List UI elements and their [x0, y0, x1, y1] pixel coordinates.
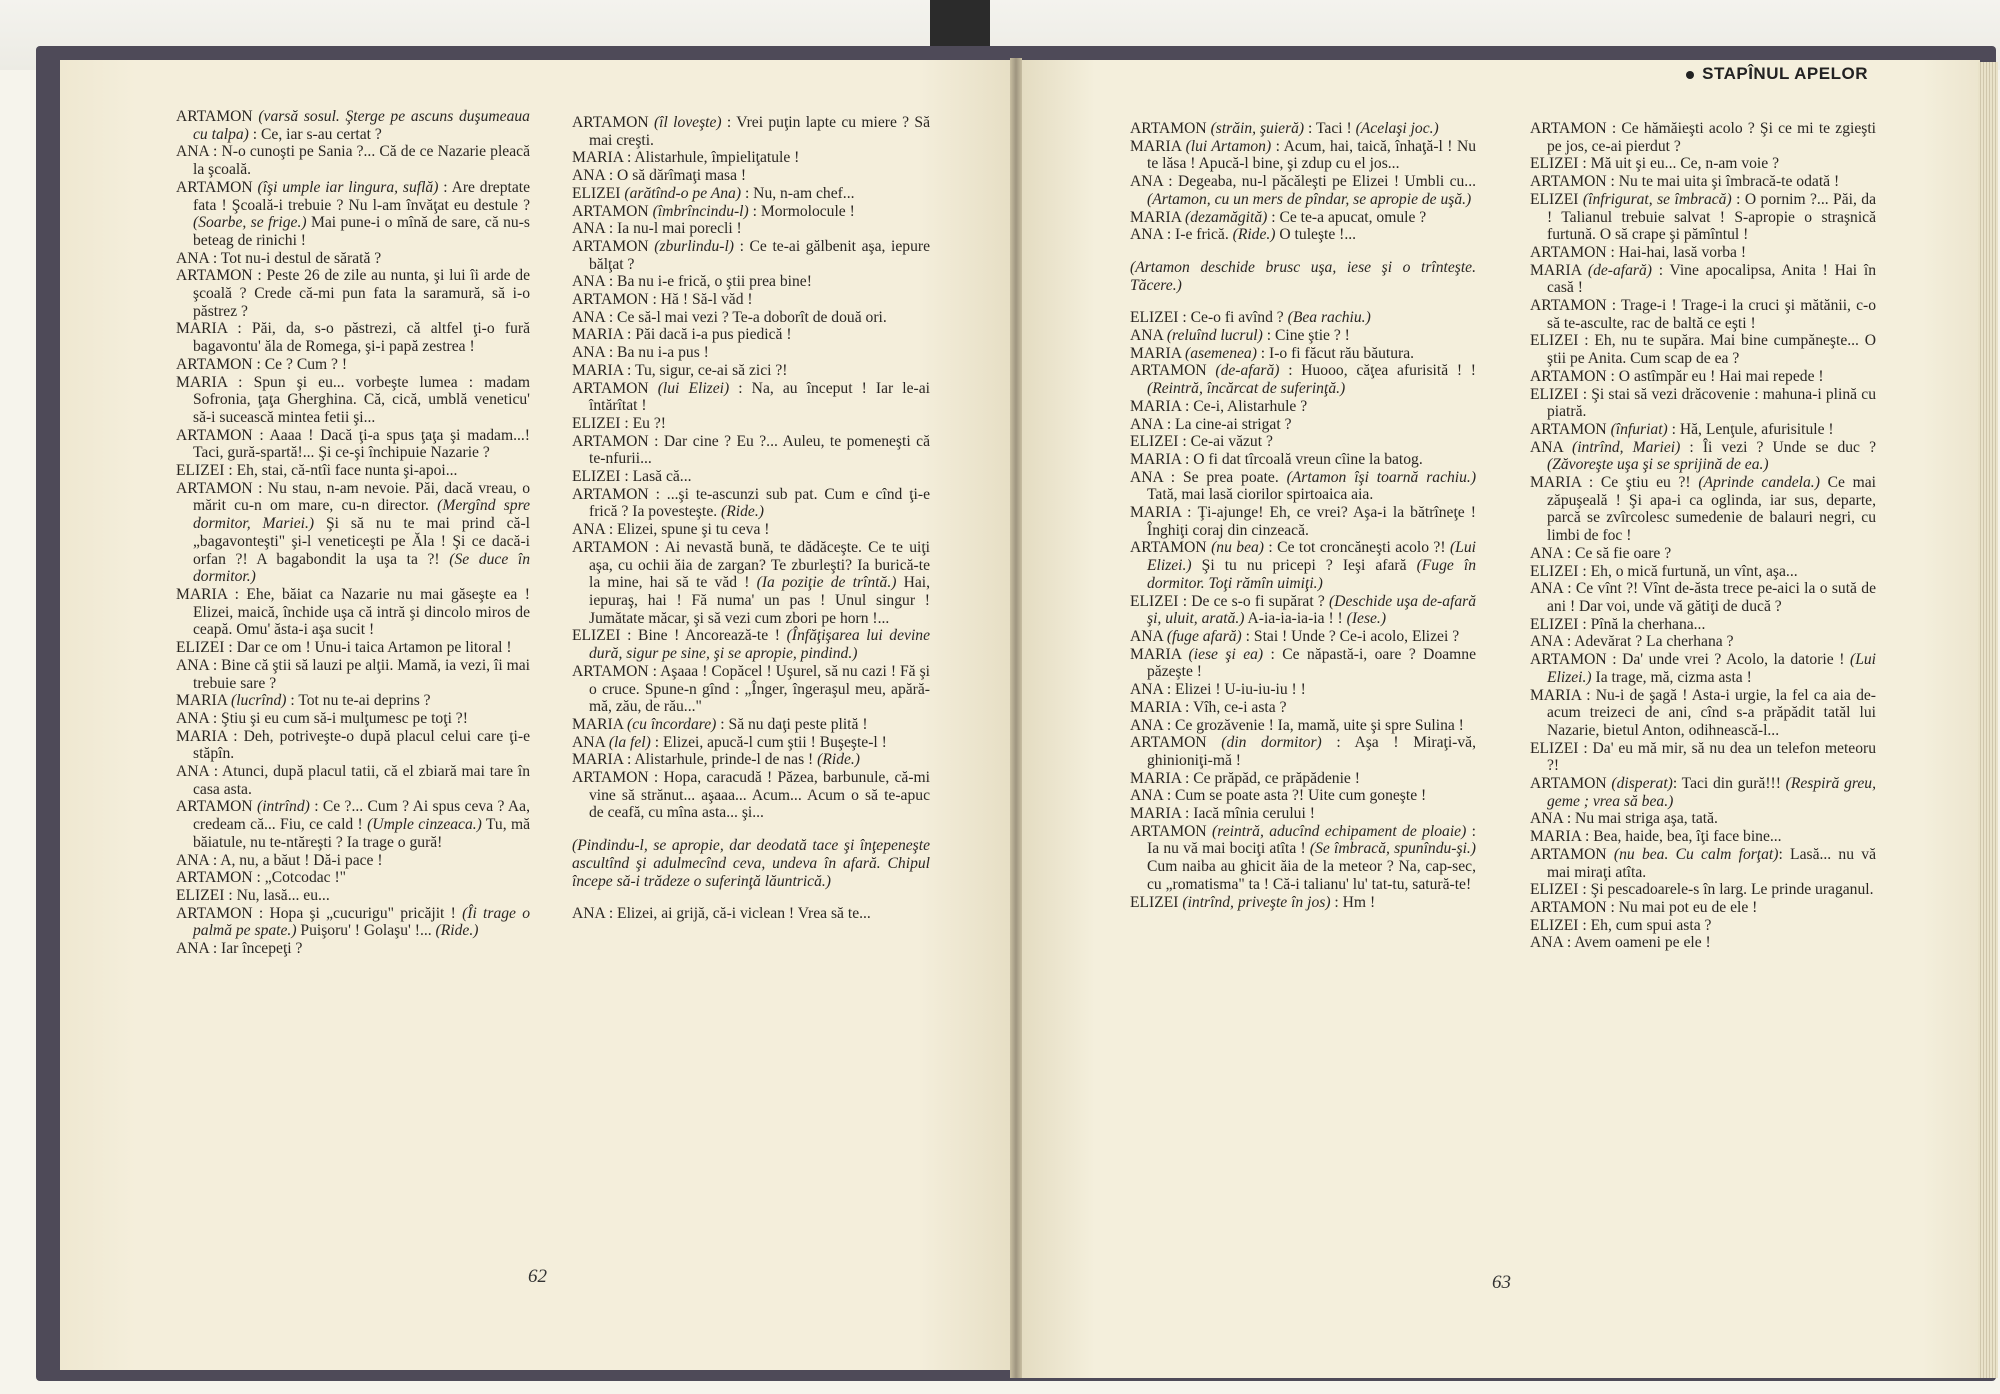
- dialogue-line: ANA : Elizei, ai grijă, că-i viclean ! Vrea să te...: [572, 905, 871, 923]
- column-2: [572, 114, 930, 923]
- dialogue-line: ANA (la fel) : Elizei, apucă-l cum ştii ! Buşeşte-l !: [572, 733, 887, 751]
- dialogue-line: ANA : Cum se poate asta ?! Uite cum goneşte !: [1130, 787, 1427, 805]
- dialogue-line: ANA : A, nu, a băut ! Dă-i pace !: [176, 851, 383, 869]
- bullet-icon: [1686, 71, 1694, 79]
- dialogue-line: MARIA : O fi dat tîrcoală vreun cîine la batog.: [1130, 450, 1423, 468]
- dialogue-line: MARIA : Ţi-ajunge! Eh, ce vrei? Aşa-i la bătrîneţe ! Înghiţi coraj din cinzeacă.: [1130, 504, 1476, 539]
- dialogue-line: ANA : Adevărat ? La cherhana ?: [1530, 633, 1734, 651]
- page-number-right: 63: [1492, 1272, 1511, 1293]
- dialogue-line: MARIA : Ce prăpăd, ce prăpădenie !: [1130, 769, 1360, 787]
- dialogue-line: ARTAMON : Ai nevastă bună, te dădăceşte. Ce te uiţi aşa, cu ochii ăia de zargan? Te zburleşti? Ia burică-te la mine, hai să te văd ! (Ia poziţie de trîntă.) Hai, iepuraş, hai ! Fă numa' un pas ! Unul singur ! Jumătate măcar, şi să vezi cum zbori pe horn !...: [572, 538, 931, 627]
- dialogue-line: ARTAMON : Ce hămăieşti acolo ? Şi ce mi te zgieşti pe jos, ce-ai pierdut ?: [1530, 120, 1876, 155]
- dialogue-line: MARIA : Tu, sigur, ce-ai să zici ?!: [572, 361, 788, 379]
- dialogue-line: MARIA : Bea, haide, bea, îţi face bine...: [1530, 828, 1782, 846]
- dialogue-line: ANA : Avem oameni pe ele !: [1530, 934, 1711, 952]
- dialogue-line: ARTAMON : Aaaa ! Dacă ţi-a spus ţaţa şi madam...! Taci, gură-spartă!... Şi ce-şi închipuie Nazarie ?: [176, 426, 530, 462]
- dialogue-line: MARIA (iese şi ea) : Ce năpastă-i, oare ? Doamne păzeşte !: [1130, 645, 1477, 681]
- dialogue-line: ARTAMON (zburlindu-l) : Ce te-ai gălbenit aşa, iepure bălţat ?: [572, 237, 930, 273]
- page-number-left: 62: [528, 1266, 547, 1287]
- page-edges: [1978, 62, 1998, 1378]
- dialogue-line: ARTAMON : Nu te mai uita şi îmbracă-te odată !: [1530, 173, 1840, 191]
- dialogue-line: ELIZEI : Şi stai să vezi drăcovenie : mahuna-i plină cu piatră.: [1530, 385, 1876, 421]
- dialogue-line: ARTAMON (îmbrîncindu-l) : Mormolocule !: [572, 202, 855, 220]
- dialogue-line: MARIA : Ce ştiu eu ?! (Aprinde candela.) Ce mai zăpuşeală ! Şi apa-i ca oglinda, iar sus, departe, parcă se zvîrcolesc sumedenie de balauri negri, cu limbi de foc !: [1530, 474, 1876, 545]
- dialogue-line: ANA : Bine că ştii să lauzi pe alţii. Mamă, ia vezi, îi mai trebuie sare ?: [176, 656, 530, 692]
- dialogue-line: ANA : Ce să-l mai vezi ? Te-a doborît de două ori.: [572, 308, 887, 326]
- dialogue-line: ANA : La cine-ai strigat ?: [1130, 415, 1292, 433]
- dialogue-line: ANA (fuge afară) : Stai ! Unde ? Ce-i acolo, Elizei ?: [1130, 627, 1460, 645]
- dialogue-line: ARTAMON : Aşaaa ! Copăcel ! Uşurel, să nu cazi ! Fă şi o cruce. Spune-n gînd : „Înger, îngeraşul meu, apără-mă, zău, de rău...": [572, 662, 930, 716]
- dialogue-line: ARTAMON (îl loveşte) : Vrei puţin lapte cu miere ? Să mai creşti.: [572, 114, 930, 149]
- book-gutter: [1010, 58, 1022, 1378]
- dialogue-line: ARTAMON : „Cotcodac !": [176, 869, 347, 887]
- dialogue-line: MARIA (de-afară) : Vine apocalipsa, Anita ! Hai în casă !: [1530, 261, 1876, 297]
- dialogue-line: (Pindindu-l, se apropie, dar deodată tace şi înţepeneşte ascultînd şi adulmecînd ceva, undeva în afară. Chipul începe să-i trădeze o suferinţă lăuntrică.): [572, 837, 930, 890]
- dialogue-line: ARTAMON : Hopa şi „cucurigu" pricăjit ! (Îi trage o palmă pe spate.) Puişoru' ! Golaşu' !... (Ride.): [176, 904, 530, 940]
- dialogue-line: MARIA (asemenea) : I-o fi făcut rău băutura.: [1130, 344, 1415, 362]
- dialogue-line: ELIZEI : Bine ! Ancorează-te ! (Înfăţişarea lui devine dură, sigur pe sine, şi se apropie, pindind.): [572, 627, 931, 663]
- dialogue-line: MARIA : Alistarhule, împieliţatule !: [572, 149, 800, 167]
- dialogue-line: MARIA (lucrînd) : Tot nu te-ai deprins ?: [176, 692, 431, 710]
- dialogue-line: ANA : N-o cunoşti pe Sania ?... Că de ce Nazarie pleacă la şcoală.: [176, 143, 530, 179]
- dialogue-line: ANA : O să dărîmaţi masa !: [572, 167, 747, 185]
- dialogue-line: ARTAMON : Nu stau, n-am nevoie. Păi, dacă vreau, o mărit cu-n om mare, cu-n director. (Mergînd spre dormitor, Mariei.) Şi să nu te mai prind că-l „bagavonteşti" şi-l veneticeşti pe Ăla ! Şi ce dacă-i orfan ?! A bagabondit la uşa ta ?! (Se duce în dormitor.): [176, 479, 530, 586]
- dialogue-line: ELIZEI : Eh, stai, că-ntîi face nunta şi-apoi...: [176, 462, 458, 480]
- dialogue-line: ELIZEI : Nu, lasă... eu...: [176, 886, 330, 904]
- dialogue-line: MARIA : Vîh, ce-i asta ?: [1130, 698, 1287, 716]
- dialogue-line: ARTAMON (reintră, aducînd echipament de ploaie) : Ia nu vă mai bociţi atîta ! (Se îmbracă, spunîndu-şi.) Cum naiba au ghicit ăia de la meteor ? Na, cap-sec, cu „romatisma" ta ! Că-i talianu' lu' tat-tu, satură-te!: [1130, 822, 1476, 893]
- dialogue-line: ARTAMON : Nu mai pot eu de ele !: [1530, 898, 1758, 916]
- dialogue-line: ARTAMON : Ce ? Cum ? !: [176, 355, 348, 373]
- column-1: [176, 108, 530, 958]
- dialogue-line: ANA : Ce grozăvenie ! Ia, mamă, uite şi spre Sulina !: [1130, 716, 1464, 734]
- running-header: [1686, 64, 1868, 84]
- dialogue-line: ANA : Ştiu şi eu cum să-i mulţumesc pe toţi ?!: [176, 709, 468, 727]
- dialogue-line: ARTAMON : Hopa, caracudă ! Păzea, barbunule, că-mi vine să strănut... aşaaa... Acum... Acum o să te-apuc de ceafă, cu mîna asta... şi...: [572, 769, 930, 822]
- dialogue-line: ANA : Nu mai striga aşa, tată.: [1530, 810, 1718, 828]
- dialogue-line: (Artamon deschide brusc uşa, iese şi o trînteşte. Tăcere.): [1130, 258, 1476, 294]
- dialogue-line: MARIA : Ehe, băiat ca Nazarie nu mai găseşte ea ! Elizei, maică, închide uşa că intră şi dincolo miros de ceapă. Omu' ăsta-i aşa sucit !: [176, 585, 530, 639]
- dialogue-line: ARTAMON : Hai-hai, lasă vorba !: [1530, 243, 1747, 261]
- dialogue-line: ELIZEI : Dar ce om ! Unu-i taica Artamon pe litoral !: [176, 639, 512, 657]
- dialogue-line: ELIZEI : Eh, nu te supăra. Mai bine cumpăneşte... O ştii pe Anita. Cum scap de ea ?: [1530, 332, 1876, 368]
- dialogue-line: ELIZEI : Şi pescadoarele-s în larg. Le prinde uraganul.: [1530, 881, 1874, 899]
- dialogue-line: ARTAMON : O astîmpăr eu ! Hai mai repede !: [1530, 367, 1824, 385]
- dialogue-line: ELIZEI : Da' eu mă mir, să nu dea un telefon meteoru ?!: [1530, 739, 1876, 775]
- dialogue-line: ARTAMON (lui Elizei) : Na, au început ! Iar le-ai întărîtat !: [572, 379, 930, 415]
- dialogue-line: ELIZEI (arătînd-o pe Ana) : Nu, n-am chef...: [572, 184, 855, 202]
- dialogue-line: ARTAMON : Da' unde vrei ? Acolo, la datorie ! (Lui Elizei.) Ia trage, mă, cizma asta !: [1530, 651, 1876, 686]
- dialogue-line: ANA : Iar începeţi ?: [176, 940, 303, 958]
- dialogue-line: ELIZEI : Lasă că...: [572, 468, 692, 486]
- dialogue-line: MARIA : Iacă mînia cerului !: [1130, 805, 1315, 823]
- dialogue-line: ELIZEI (înfrigurat, se îmbracă) : O pornim ?... Păi, da ! Talianul trebuie salvat ! S-apropie o straşnică furtună. O să crape şi pămîntul !: [1530, 190, 1876, 244]
- dialogue-line: ELIZEI : Mă uit şi eu... Ce, n-am voie ?: [1530, 155, 1779, 173]
- dialogue-line: ELIZEI : Eh, cum spui asta ?: [1530, 916, 1712, 934]
- dialogue-line: MARIA (lui Artamon) : Acum, hai, taică, înhaţă-l ! Nu te lăsa ! Apucă-l bine, şi zdup cu el jos...: [1130, 137, 1476, 173]
- dialogue-line: ANA : Ia nu-l mai porecli !: [572, 220, 742, 238]
- dialogue-line: MARIA : Nu-i de şagă ! Asta-i urgie, la fel ca aia de-acum treizeci de ani, cînd s-a prăpădit tatăl lui Nazarie, bietul Anton, odihnească-l...: [1530, 686, 1876, 739]
- dialogue-line: MARIA : Spun şi eu... vorbeşte lumea : madam Sofronia, ţaţa Gherghina. Că, cică, umblă veneticu' să-i sucească mintea fetii şi...: [176, 373, 530, 426]
- dialogue-line: ELIZEI : De ce s-o fi supărat ? (Deschide uşa de-afară şi, uluit, arată.) A-ia-ia-ia-ia ! ! (Iese.): [1130, 592, 1476, 628]
- dialogue-line: ARTAMON : Dar cine ? Eu ?... Auleu, te pomeneşti că te-nfurii...: [572, 432, 930, 468]
- dialogue-line: ARTAMON (varsă sosul. Şterge pe ascuns duşumeaua cu talpa) : Ce, iar s-au certat ?: [176, 108, 530, 143]
- dialogue-line: ANA : Elizei, spune şi tu ceva !: [572, 521, 770, 539]
- dialogue-line: MARIA (dezamăgită) : Ce te-a apucat, omule ?: [1130, 208, 1427, 226]
- dialogue-line: MARIA : Alistarhule, prinde-l de nas ! (Ride.): [572, 751, 861, 769]
- dialogue-line: ANA : Ba nu i-a pus !: [572, 344, 709, 362]
- dialogue-line: ELIZEI : Ce-ai văzut ?: [1130, 433, 1273, 451]
- dialogue-line: ARTAMON (străin, şuieră) : Taci ! (Acelaşi joc.): [1130, 120, 1439, 137]
- dialogue-line: ANA : Degeaba, nu-l păcăleşti pe Elizei ! Umbli cu... (Artamon, cu un mers de pîndar, se apropie de uşă.): [1130, 173, 1476, 208]
- dialogue-line: ARTAMON (nu bea) : Ce tot croncăneşti acolo ?! (Lui Elizei.) Şi tu nu pricepi ? Ieşi afară (Fuge în dormitor. Toţi rămîn uimiţi.): [1130, 539, 1477, 592]
- column-4: [1530, 120, 1876, 952]
- dialogue-line: MARIA : Deh, potriveşte-o după placul celui care ţi-e stăpîn.: [176, 727, 530, 763]
- dialogue-line: ARTAMON (îşi umple iar lingura, suflă) : Are dreptate fata ! Şcoală-i trebuie ? Nu l-am învăţat eu destule ? (Soarbe, se frige.) Mai pune-i o mînă de sare, că nu-s beteag de rinichi !: [176, 178, 530, 249]
- dialogue-line: ARTAMON : Trage-i ! Trage-i la cruci şi mătănii, c-o să te-asculte, rac de baltă ce eşti !: [1530, 297, 1876, 332]
- dialogue-line: ANA (reluînd lucrul) : Cine ştie ? !: [1130, 327, 1350, 345]
- dialogue-line: ANA : Elizei ! U-iu-iu-iu ! !: [1130, 681, 1306, 699]
- dialogue-line: ANA : Se prea poate. (Artamon îşi toarnă rachiu.) Tată, mai lasă ciorilor spirtoaica aia.: [1130, 468, 1477, 504]
- running-title: STAPÎNUL APELOR: [1702, 64, 1868, 83]
- dialogue-line: ANA : Tot nu-i destul de sărată ?: [176, 249, 382, 267]
- dialogue-line: ELIZEI : Eu ?!: [572, 414, 666, 432]
- dialogue-line: ANA : Ce vînt ?! Vînt de-ăsta trece pe-aici la o sută de ani ! Dar voi, unde vă gătiţi de ducă ?: [1530, 580, 1876, 615]
- dialogue-line: ANA : I-e frică. (Ride.) O tuleşte !...: [1130, 226, 1357, 244]
- dialogue-line: ARTAMON (din dormitor) : Aşa ! Miraţi-vă, ghinioniţi-mă !: [1130, 734, 1476, 769]
- dialogue-line: MARIA : Ce-i, Alistarhule ?: [1130, 397, 1308, 415]
- dialogue-line: ANA : Ce să fie oare ?: [1530, 544, 1672, 562]
- dialogue-line: ANA : Ba nu i-e frică, o ştii prea bine!: [572, 273, 812, 291]
- dialogue-line: ANA : Atunci, după placul tatii, că el zbiară mai tare în casa asta.: [176, 763, 530, 798]
- dialogue-line: MARIA (cu încordare) : Să nu daţi peste plită !: [572, 715, 868, 733]
- dialogue-line: ELIZEI (intrînd, priveşte în jos) : Hm !: [1130, 893, 1376, 911]
- dialogue-line: ARTAMON : ...şi te-ascunzi sub pat. Cum e cînd ţi-e frică ? Ia povesteşte. (Ride.): [572, 485, 930, 521]
- dialogue-line: ARTAMON (înfuriat) : Hă, Lenţule, afurisitule !: [1530, 420, 1834, 438]
- dialogue-line: ARTAMON (nu bea. Cu calm forţat): Lasă... nu vă mai miraţi atîta.: [1530, 845, 1876, 881]
- dialogue-line: ELIZEI : Eh, o mică furtună, un vînt, aşa...: [1530, 562, 1798, 580]
- column-3: [1130, 120, 1476, 911]
- dialogue-line: ARTAMON (disperat): Taci din gură!!! (Respiră greu, geme ; vrea să bea.): [1530, 775, 1876, 810]
- dialogue-line: MARIA : Păi dacă i-a pus piedică !: [572, 326, 792, 344]
- dialogue-line: ARTAMON (de-afară) : Huooo, căţea afurisită ! ! (Reintră, încărcat de suferinţă.): [1130, 362, 1476, 398]
- dialogue-line: ARTAMON : Hă ! Să-l văd !: [572, 291, 753, 309]
- dialogue-line: ARTAMON : Peste 26 de zile au nunta, şi lui îi arde de şcoală ? Crede că-mi pun fata la saramură, să i-o păstrez ?: [176, 267, 530, 320]
- dialogue-line: MARIA : Păi, da, s-o păstrezi, că altfel ţi-o fură bagavontu' ăla de Romega, şi-i papă zestrea !: [176, 320, 530, 356]
- dialogue-line: ANA (intrînd, Mariei) : Îi vezi ? Unde se duc ? (Zăvoreşte uşa şi se sprijină de ea.): [1530, 438, 1876, 474]
- dialogue-line: ELIZEI : Pînă la cherhana...: [1530, 615, 1706, 633]
- dialogue-line: ARTAMON (intrînd) : Ce ?... Cum ? Ai spus ceva ? Aa, credeam că... Fiu, ce cald ! (Umple cinzeaca.) Tu, mă băiatule, nu te-ntăreşti ? Ia trage o gură!: [176, 798, 530, 851]
- dialogue-line: ELIZEI : Ce-o fi avînd ? (Bea rachiu.): [1130, 309, 1371, 327]
